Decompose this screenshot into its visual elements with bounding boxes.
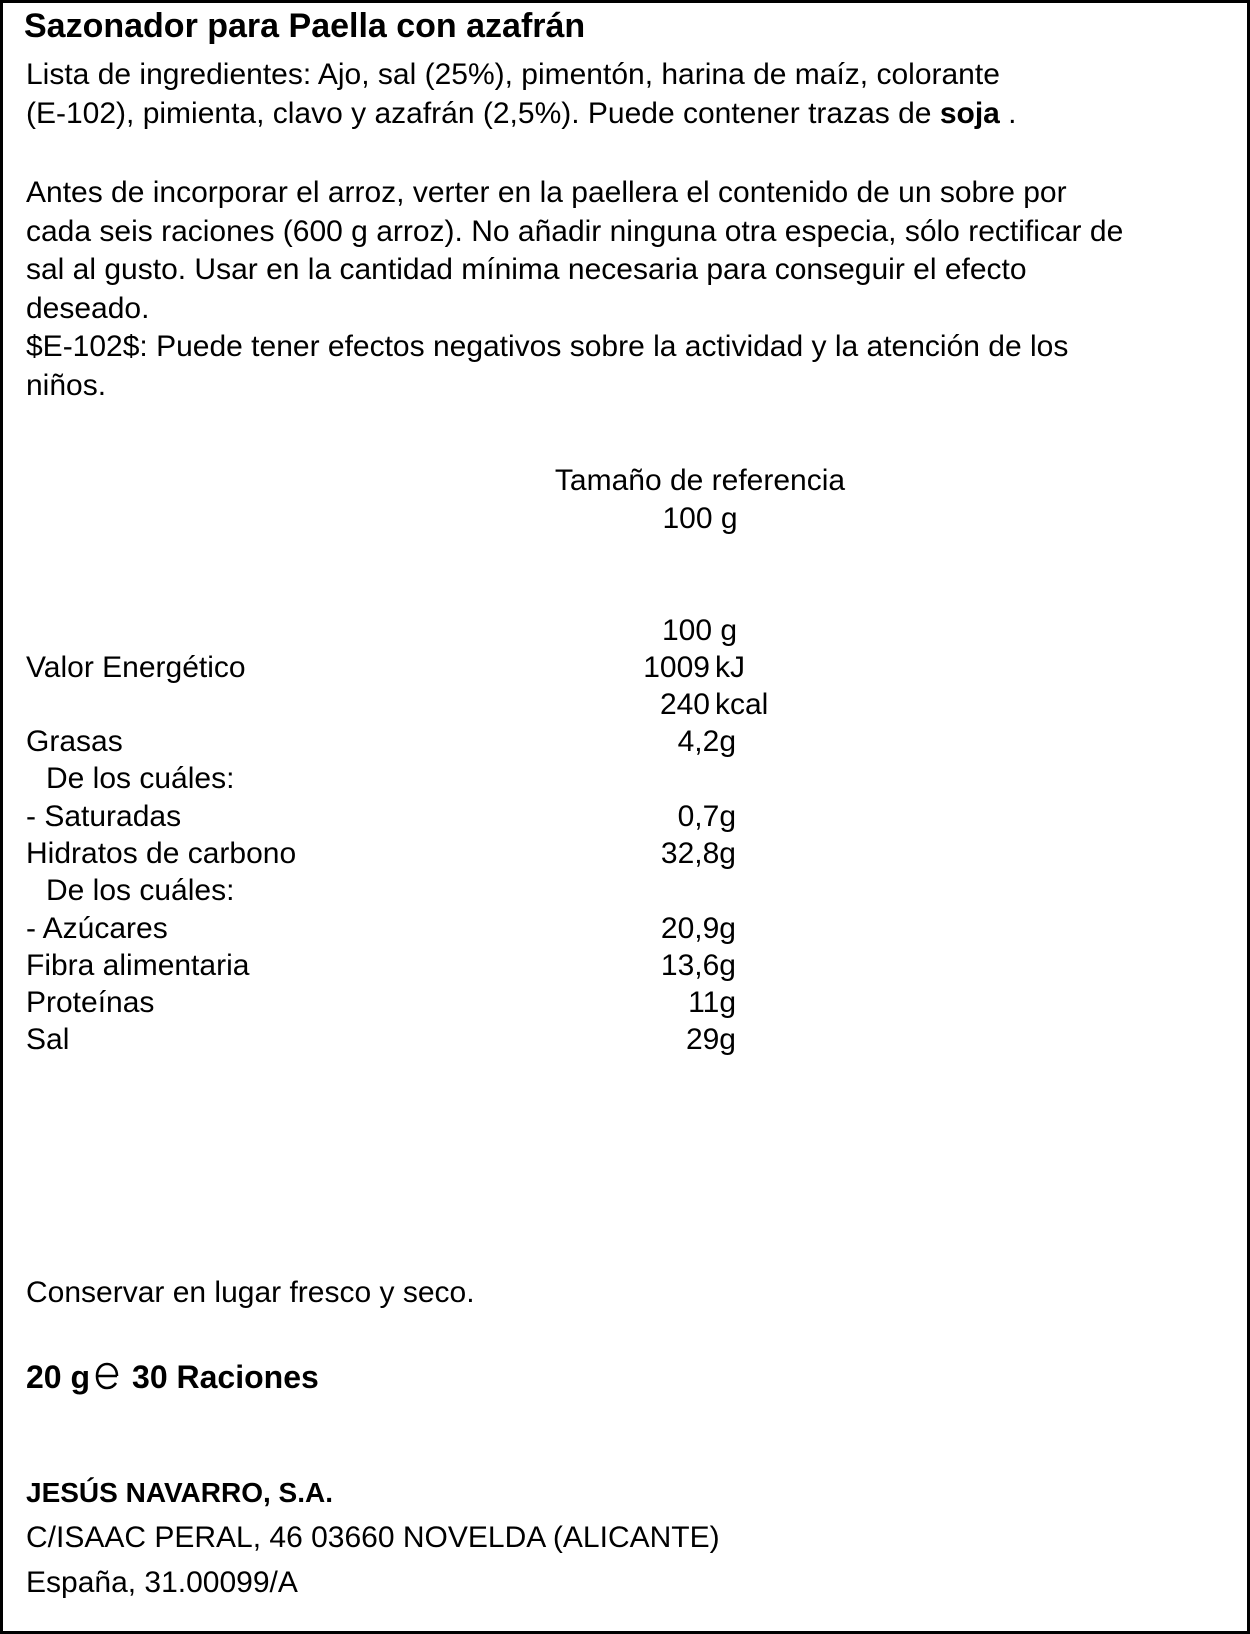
nutrition-row-label: Sal xyxy=(26,1023,70,1057)
nutrition-row-value: 4,2g xyxy=(677,725,736,758)
reference-size-value: 100 g xyxy=(662,502,738,535)
nutrition-row-value: 11g xyxy=(688,986,736,1020)
ingredients-text: (E-102), pimienta, clavo y azafrán (2,5%). Puede contener trazas de xyxy=(26,96,940,130)
nutrition-row-label: Proteínas xyxy=(26,986,155,1020)
company-registry: España, 31.00099/A xyxy=(26,1566,298,1599)
nutrition-row-label: De los cuáles: xyxy=(46,762,235,796)
ingredients-line-1: Lista de ingredientes: Ajo, sal (25%), pimentón, harina de maíz, colorante xyxy=(26,58,1000,91)
nutrition-row-label: - Saturadas xyxy=(26,799,182,833)
nutrition-row-value: 32,8g xyxy=(660,836,736,870)
instructions-line-3: sal al gusto. Usar en la cantidad mínima necesaria para conseguir el efecto xyxy=(26,253,1027,286)
reference-size-label: Tamaño de referencia xyxy=(554,464,846,497)
net-quantity xyxy=(26,1358,319,1396)
energy-kj-value: 1009 xyxy=(643,651,710,684)
servings: 30 Raciones xyxy=(132,1359,319,1395)
nutrition-column-header: 100 g xyxy=(662,614,738,647)
company-name: JESÚS NAVARRO, S.A. xyxy=(26,1477,334,1508)
energy-kj-unit: kJ xyxy=(715,651,745,684)
allergen-soja: soja xyxy=(939,96,1000,130)
energy-kcal-unit: kcal xyxy=(715,688,769,721)
instructions-line-1: Antes de incorporar el arroz, verter en la paellera el contenido de un sobre por xyxy=(26,176,1067,209)
nutrition-row-value: 29g xyxy=(685,1023,736,1057)
product-title: Sazonador para Paella con azafrán xyxy=(24,7,586,45)
nutrition-row-label: Hidratos de carbono xyxy=(26,836,297,870)
ingredients-line-2 xyxy=(26,95,1017,134)
warning-line-1: $E-102$: Puede tener efectos negativos sobre la actividad y la atención de los xyxy=(26,330,1069,363)
ingredients-end: . xyxy=(999,96,1017,130)
nutrition-row-label: Fibra alimentaria xyxy=(26,948,250,982)
warning-line-2: niños. xyxy=(26,368,107,402)
instructions-line-4: deseado. xyxy=(26,291,150,325)
instructions-line-2: cada seis raciones (600 g arroz). No añadir ninguna otra especia, sólo rectificar de xyxy=(26,214,1124,248)
nutrition-row-value: 20,9g xyxy=(660,911,736,945)
instructions-block xyxy=(26,174,1123,405)
company-address: C/ISAAC PERAL, 46 03660 NOVELDA (ALICANTE) xyxy=(26,1521,720,1554)
nutrition-row-value: 13,6g xyxy=(660,948,736,982)
nutrition-row-value: 0,7g xyxy=(677,799,736,833)
nutrition-row-label: - Azúcares xyxy=(26,911,168,945)
energy-kcal-value: 240 xyxy=(659,688,710,721)
net-weight: 20 g xyxy=(26,1359,91,1395)
energy-label: Valor Energético xyxy=(26,651,246,684)
storage-note: Conservar en lugar fresco y seco. xyxy=(26,1276,475,1309)
estimated-sign-icon xyxy=(94,1362,120,1390)
ingredients-block xyxy=(26,56,1017,133)
nutrition-row-label: De los cuáles: xyxy=(46,874,235,908)
nutrition-row-label: Grasas xyxy=(26,725,123,758)
